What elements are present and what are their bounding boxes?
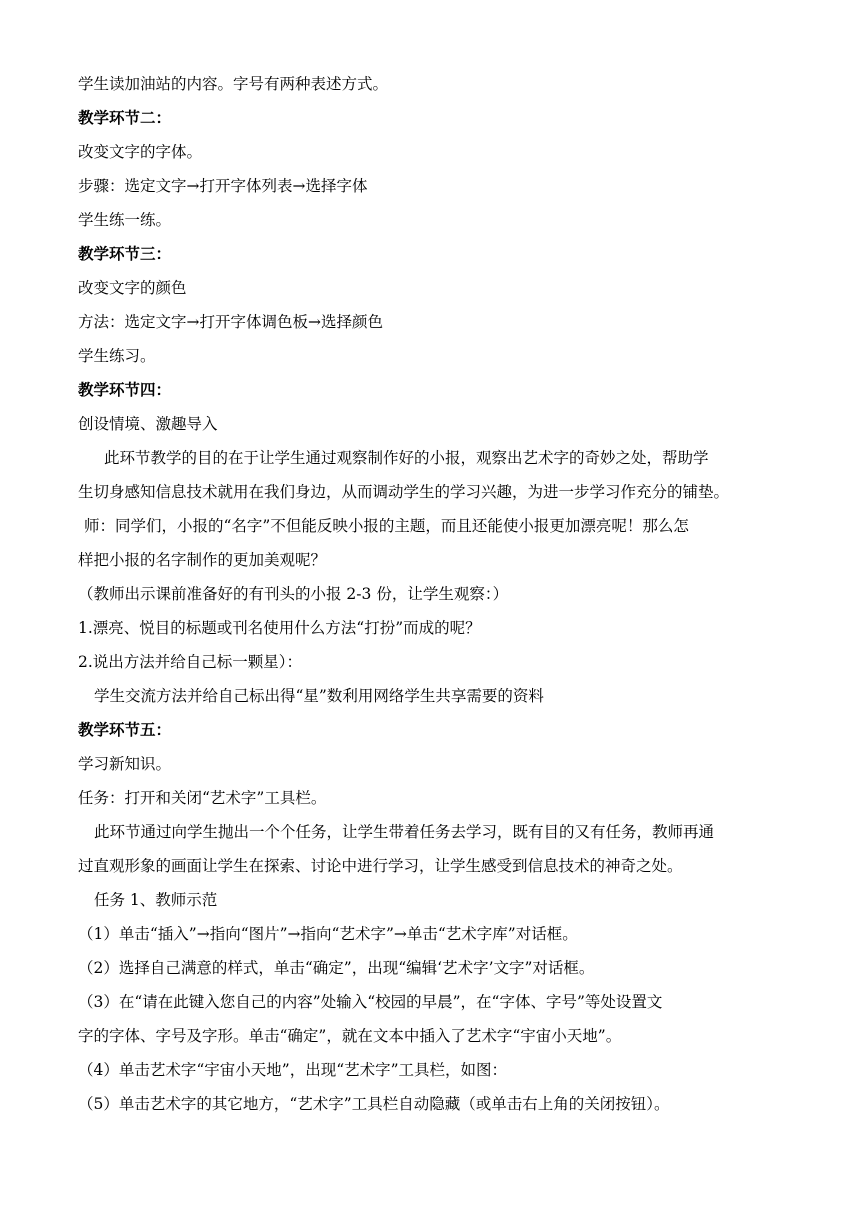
section-heading: 教学环节二： [78, 109, 172, 127]
list-item: （4）单击艺术字“宇宙小天地”，出现“艺术字”工具栏，如图： [78, 1061, 508, 1079]
text-line: 任务：打开和关闭“艺术字”工具栏。 [78, 789, 327, 807]
list-item: （5）单击艺术字的其它地方，“艺术字”工具栏自动隐藏（或单击右上角的关闭按钮）。 [78, 1095, 670, 1113]
text-line: 学生练一练。 [78, 211, 172, 229]
section-heading: 教学环节四： [78, 381, 172, 399]
paragraph-line: 此环节通过向学生抛出一个个任务，让学生带着任务去学习，既有目的又有任务，教师再通 [94, 823, 715, 841]
list-item: 2.说出方法并给自己标一颗星）： [78, 653, 303, 671]
paragraph-line: 生切身感知信息技术就用在我们身边，从而调动学生的学习兴趣，为进一步学习作充分的铺垫。 [78, 483, 730, 501]
section-heading: 教学环节三： [78, 245, 172, 263]
text-line: 学习新知识。 [78, 755, 172, 773]
section-heading: 教学环节五： [78, 721, 172, 739]
list-item: （1）单击“插入”→指向“图片”→指向“艺术字”→单击“艺术字库”对话框。 [78, 925, 578, 943]
paragraph-line: 师：同学们，小报的“名字”不但能反映小报的主题，而且还能使小报更加漂亮呢！那么怎 [84, 517, 689, 535]
text-line: 学生读加油站的内容。字号有两种表述方式。 [78, 75, 389, 93]
list-item: （2）选择自己满意的样式，单击“确定”，出现“编辑‘艺术字’文字”对话框。 [78, 959, 595, 977]
text-line: 创设情境、激趣导入 [78, 415, 218, 433]
text-line: 任务 1、教师示范 [94, 891, 218, 909]
text-line: 方法：选定文字→打开字体调色板→选择颜色 [78, 313, 383, 331]
text-line: 改变文字的颜色 [78, 279, 187, 297]
text-line: 改变文字的字体。 [78, 143, 203, 161]
list-item: 1.漂亮、悦目的标题或刊名使用什么方法“打扮”而成的呢？ [78, 619, 481, 637]
paragraph-line: 此环节教学的目的在于让学生通过观察制作好的小报，观察出艺术字的奇妙之处，帮助学 [104, 449, 709, 467]
list-item: （3）在“请在此键入您自己的内容”处输入“校园的早晨”，在“字体、字号”等处设置文 [78, 993, 663, 1011]
paragraph-line: 样把小报的名字制作的更加美观呢？ [78, 551, 327, 569]
list-item: 字的字体、字号及字形。单击“确定”，就在文本中插入了艺术字“宇宙小天地”。 [78, 1027, 622, 1045]
paragraph-line: 过直观形象的画面让学生在探索、讨论中进行学习，让学生感受到信息技术的神奇之处。 [78, 857, 683, 875]
text-line: 步骤：选定文字→打开字体列表→选择字体 [78, 177, 368, 195]
text-line: 学生练习。 [78, 347, 156, 365]
text-line: （教师出示课前准备好的有刊头的小报 2-3 份，让学生观察：） [78, 585, 509, 603]
text-line: 学生交流方法并给自己标出得“星”数利用网络学生共享需要的资料 [94, 687, 544, 705]
